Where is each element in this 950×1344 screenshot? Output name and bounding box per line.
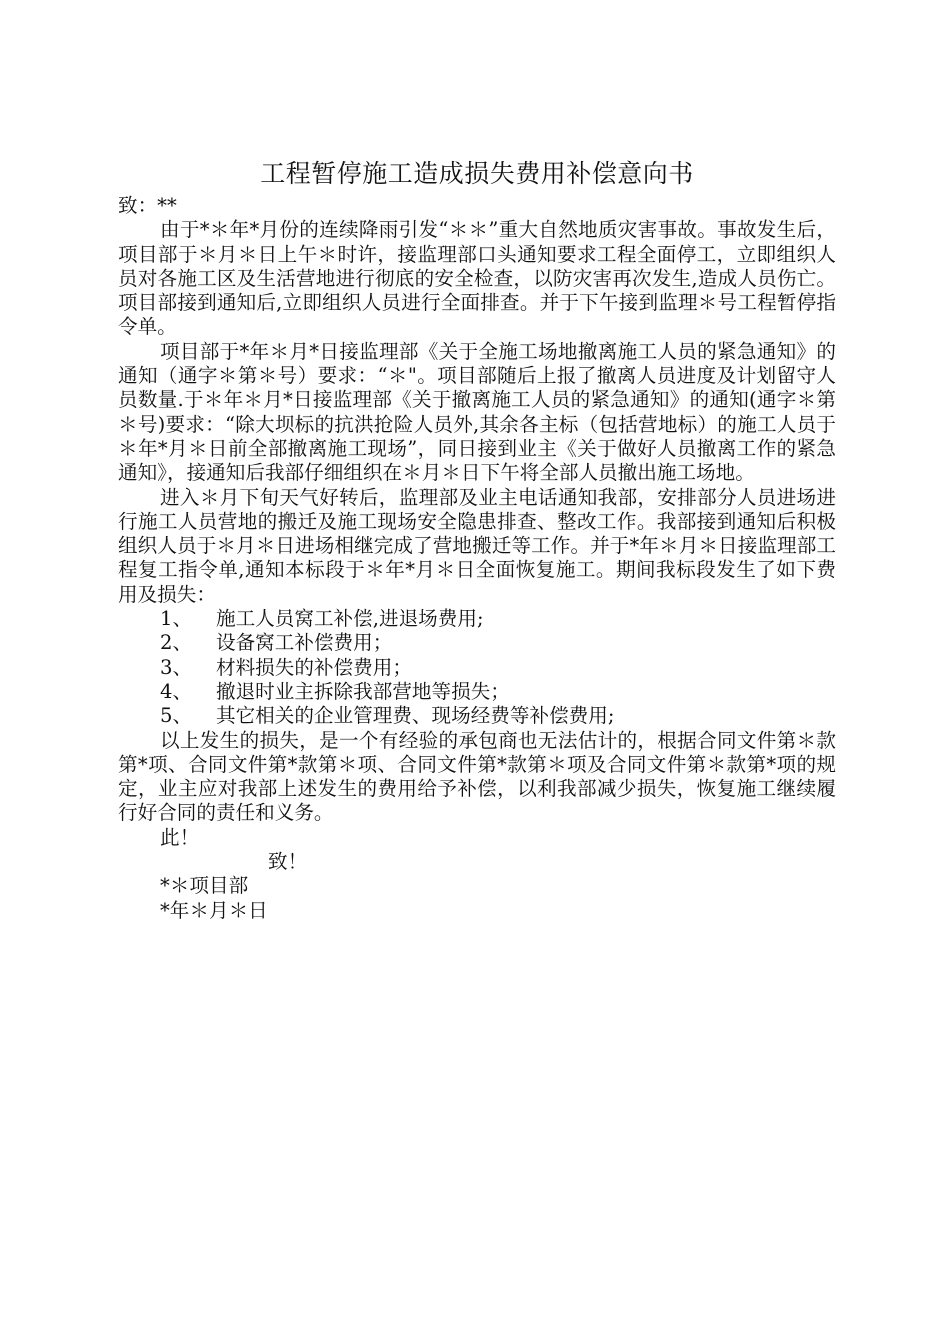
list-item-number: 4、: [160, 679, 193, 703]
list-item: [118, 631, 836, 655]
list-item-text: 材料损失的补偿费用；: [216, 655, 412, 679]
paragraph-evacuation: 项目部于*年＊月*日接监理部《关于全施工场地撤离施工人员的紧急通知》的通知（通字＊第＊号）要求：“＊"。项目部随后上报了撤离人员进度及计划留守人员数量.于＊年＊月*日接监理部《关于撤离施工人员的紧急通知》的通知(通字＊第＊号)要求：“除大坝标的抗洪抢险人员外,其余各主标（包括营地标）的施工人员于＊年*月＊日前全部撤离施工现场”，同日接到业主《关于做好人员撤离工作的紧急通知》，接通知后我部仔细组织在＊月＊日下午将全部人员撤出施工场地。: [118, 339, 836, 485]
list-item: [118, 704, 836, 728]
list-item-text: 设备窝工补偿费用；: [216, 631, 393, 655]
paragraph-conclusion: 以上发生的损失，是一个有经验的承包商也无法估计的，根据合同文件第＊款第*项、合同文件第*款第＊项、合同文件第*款第＊项及合同文件第＊款第*项的规定，业主应对我部上述发生的费用给予补偿，以利我部减少损失，恢复施工继续履行好合同的责任和义务。: [118, 728, 836, 825]
list-item-number: 3、: [160, 655, 193, 679]
closing-line: 此！: [160, 825, 200, 849]
closing-salute: 致！: [268, 850, 308, 874]
list-item: [118, 680, 836, 704]
list-item-text: 其它相关的企业管理费、现场经费等补偿费用;: [216, 704, 615, 728]
signatory: *＊项目部: [160, 874, 249, 898]
document-page: [118, 154, 836, 923]
list-item-number: 2、: [160, 631, 193, 655]
loss-list: [118, 607, 836, 728]
paragraph-incident: 由于*＊年*月份的连续降雨引发“＊＊”重大自然地质灾害事故。事故发生后，项目部于＊月＊日上午＊时许，接监理部口头通知要求工程全面停工，立即组织人员对各施工区及生活营地进行彻底的安全检查，以防灾害再次发生,造成人员伤亡。项目部接到通知后,立即组织人员进行全面排查。并于下午接到监理＊号工程暂停指令单。: [118, 218, 836, 339]
list-item-number: 1、: [160, 607, 193, 631]
list-item: [118, 656, 836, 680]
list-item-number: 5、: [160, 704, 193, 728]
list-item: [118, 607, 836, 631]
paragraph-resumption: 进入＊月下旬天气好转后，监理部及业主电话通知我部，安排部分人员进场进行施工人员营地的搬迁及施工现场安全隐患排查、整改工作。我部接到通知后积极组织人员于＊月＊日进场相继完成了营地搬迁等工作。并于*年＊月＊日接监理部工程复工指令单,通知本标段于＊年*月＊日全面恢复施工。期间我标段发生了如下费用及损失：: [118, 485, 836, 606]
document-date: *年＊月＊日: [160, 898, 268, 922]
list-item-text: 施工人员窝工补偿,进退场费用;: [216, 607, 484, 631]
document-title: 工程暂停施工造成损失费用补偿意向书: [260, 159, 694, 188]
salutation: 致：**: [118, 194, 177, 217]
list-item-text: 撤退时业主拆除我部营地等损失；: [216, 679, 510, 703]
